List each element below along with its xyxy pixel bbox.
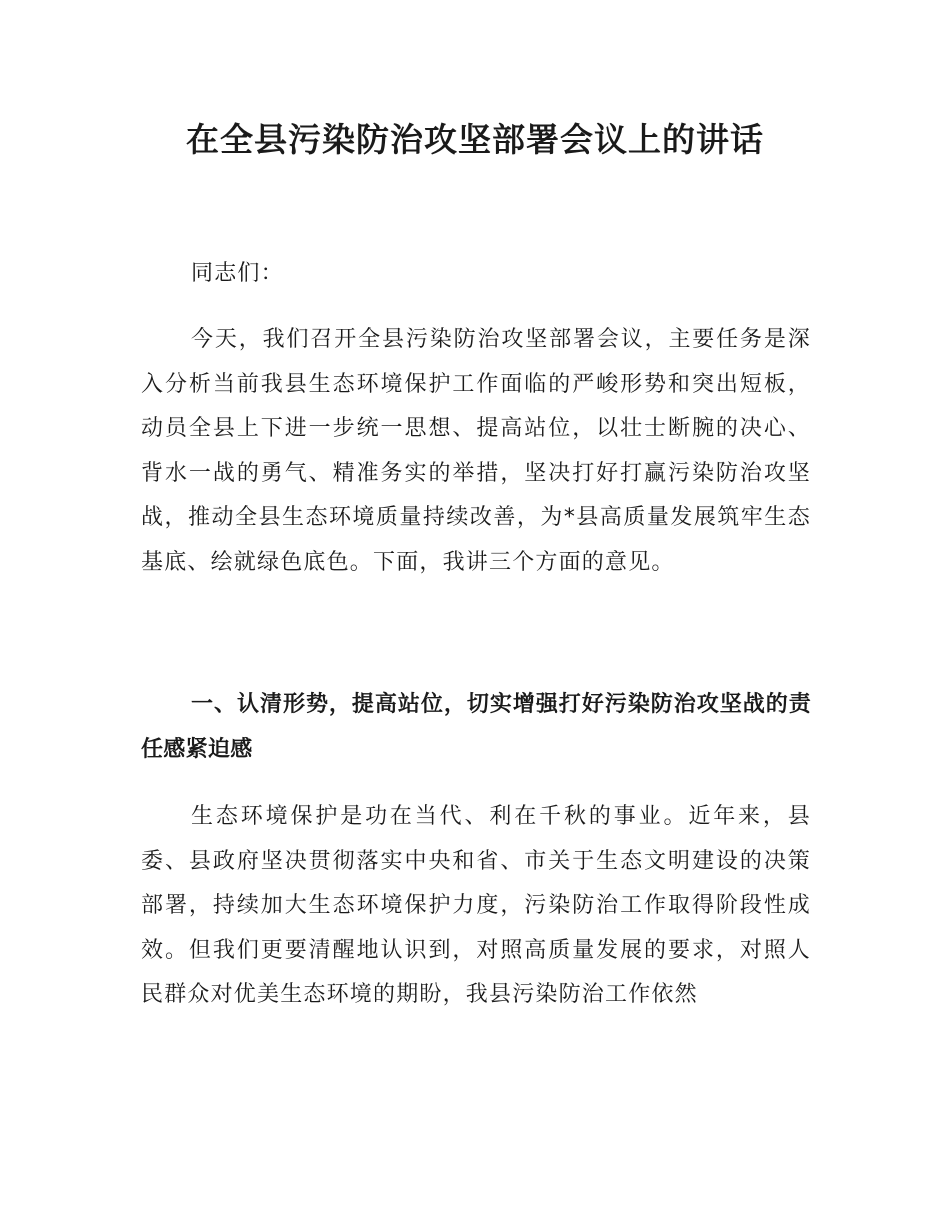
section-heading-1: 一、认清形势，提高站位，切实增强打好污染防治攻坚战的责任感紧迫感: [141, 692, 811, 762]
intro-paragraph: 今天，我们召开全县污染防治攻坚部署会议，主要任务是深入分析当前我县生态环境保护工作面临的严峻形势和突出短板，动员全县上下进一步统一思想、提高站位，以壮士断腕的决心、背水一战的勇气、精准务实的举措，坚决打好打赢污染防治攻坚战，推动全县生态环境质量持续改善，为*县高质量发展筑牢生态基底、绘就绿色底色。下面，我讲三个方面的意见。: [141, 327, 811, 575]
greeting-paragraph: 同志们：: [191, 261, 284, 286]
section-1-paragraph: 生态环境保护是功在当代、利在千秋的事业。近年来，县委、县政府坚决贯彻落实中央和省、市关于生态文明建设的决策部署，持续加大生态环境保护力度，污染防治工作取得阶段性成效。但我们更要清醒地认识到，对照高质量发展的要求，对照人民群众对优美生态环境的期盼，我县污染防治工作依然: [141, 804, 811, 1007]
document-title: 在全县污染防治攻坚部署会议上的讲话: [186, 120, 764, 159]
